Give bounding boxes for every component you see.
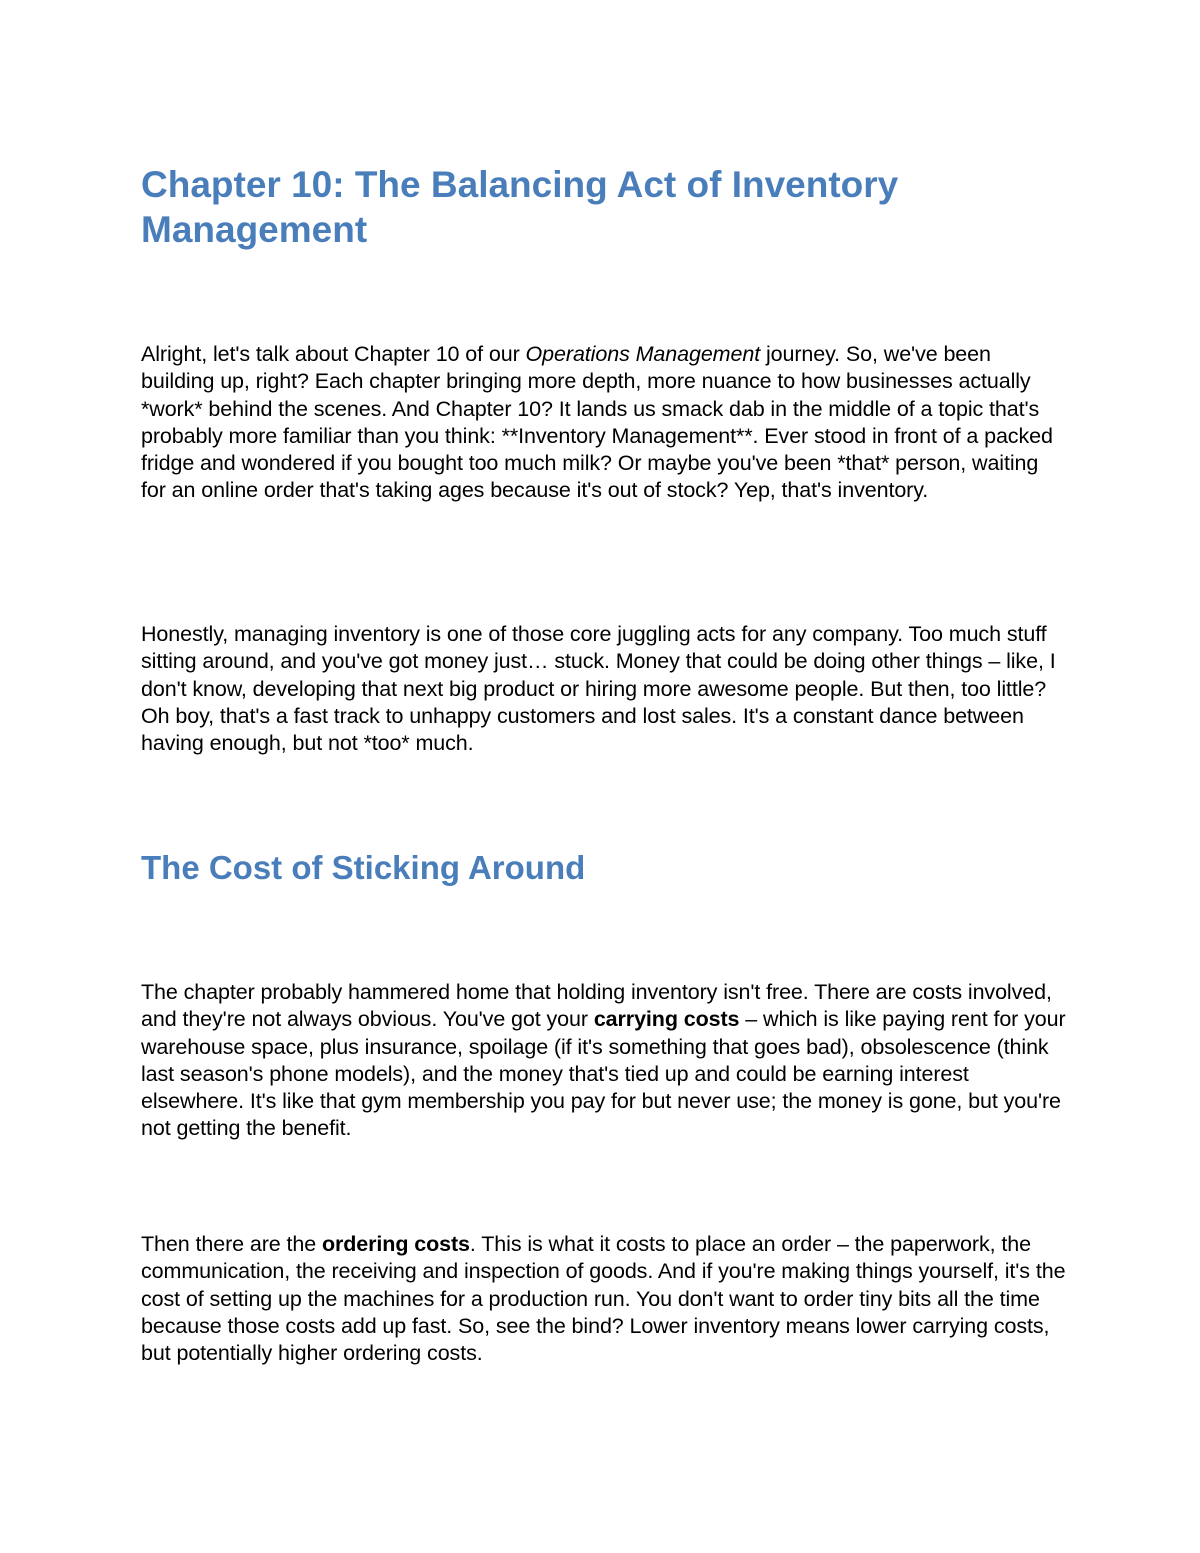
ordering-costs-term: ordering costs <box>321 1232 470 1256</box>
ordering-text-1: Then there are the <box>141 1232 322 1256</box>
carrying-text-2: – which is like paying rent for your warehouse space, plus insurance, spoilage (if it's something that goes bad), obsolescence (think last season's phone models), and the money that's tied up and could be earning interest elsewhere. It's like that gym membership you pay for but never use; the money is gone, but you're not getting the benefit. <box>141 1007 1066 1141</box>
intro-text-2: journey. So, we've been building up, right? Each chapter bringing more depth, more nuance to how businesses actually *work* behind the scenes. And Chapter 10? It lands us smack dab in the middle of a topic that's probably more familiar than you think: **Inventory Management**. Ever stood in front of a packed fridge and wondered if you bought too much milk? Or maybe you've been *that* person, waiting for an online order that's taking ages because it's out of stock? Yep, that's inventory. <box>141 342 1053 503</box>
intro-paragraph <box>141 341 1066 505</box>
ordering-costs-paragraph <box>141 1231 1066 1367</box>
section-heading: The Cost of Sticking Around <box>141 849 586 886</box>
intro-text-1: Alright, let's talk about Chapter 10 of our <box>141 342 526 366</box>
intro-italic-text: Operations Management <box>525 342 761 366</box>
carrying-costs-paragraph <box>141 979 1066 1143</box>
chapter-title: Chapter 10: The Balancing Act of Inventory Management <box>141 164 899 250</box>
carrying-text-1: The chapter probably hammered home that holding inventory isn't free. There are costs involved, and they're not always obvious. You've got your <box>141 980 1052 1032</box>
ordering-text-2: . This is what it costs to place an order – the paperwork, the communication, the receiving and inspection of goods. And if you're making things yourself, it's the cost of setting up the machines for a production run. You don't want to order tiny bits all the time because those costs add up fast. So, see the bind? Lower inventory means lower carrying costs, but potentially higher ordering costs. <box>141 1232 1066 1366</box>
carrying-costs-term: carrying costs <box>593 1007 740 1032</box>
juggling-paragraph: Honestly, managing inventory is one of those core juggling acts for any company. Too much stuff sitting around, and you've got money just… stuck. Money that could be doing other things – like, I don't know, developing that next big product or hiring more awesome people. But then, too little? Oh boy, that's a fast track to unhappy customers and lost sales. It's a constant dance between having enough, but not *too* much. <box>141 622 1056 756</box>
